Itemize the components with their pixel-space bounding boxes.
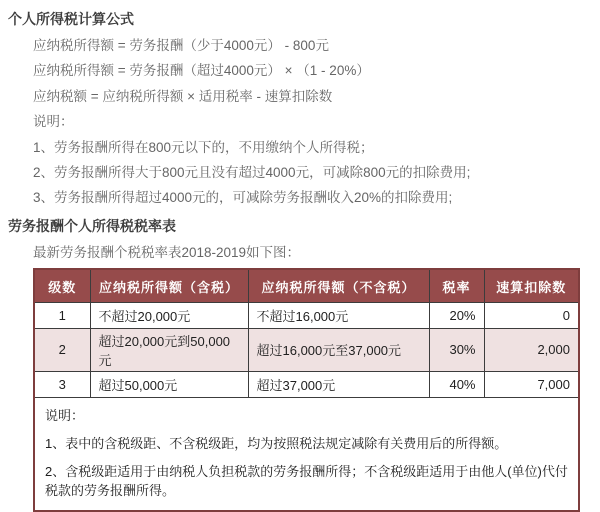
section1-body [33, 33, 590, 211]
table-row [34, 302, 579, 328]
formula-line-3: 应纳税额 = 应纳税所得额 × 适用税率 - 速算扣除数 [33, 88, 333, 104]
cell-quick-deduction: 0 [484, 302, 579, 328]
cell-quick-deduction: 7,000 [484, 371, 579, 397]
section1-note-2: 2、劳务报酬所得大于800元且没有超过4000元，可减除800元的扣除费用; [33, 165, 471, 181]
table-note-1: 1、表中的含税级距、不含税级距，均为按照税法规定减除有关费用后的所得额。 [45, 435, 508, 451]
cell-level: 1 [34, 302, 90, 328]
cell-taxable-incl: 不超过20,000元 [90, 302, 248, 328]
section2-title: 劳务报酬个人所得税税率表 [8, 217, 176, 234]
section2-body [33, 240, 590, 265]
cell-taxable-excl: 超过16,000元至37,000元 [248, 328, 429, 371]
cell-taxable-excl: 不超过16,000元 [248, 302, 429, 328]
tax-rate-table [33, 268, 580, 512]
cell-taxable-excl: 超过37,000元 [248, 371, 429, 397]
header-taxable-excl: 应纳税所得额（不含税） [248, 269, 429, 302]
header-quick-deduction: 速算扣除数 [484, 269, 579, 302]
table-note-label: 说明： [45, 407, 85, 423]
header-level: 级数 [34, 269, 90, 302]
cell-rate: 30% [429, 328, 484, 371]
section1-note-3: 3、劳务报酬所得超过4000元的，可减除劳务报酬收入20%的扣除费用; [33, 190, 453, 206]
formula-line-1: 应纳税所得额 = 劳务报酬（少于4000元） - 800元 [33, 38, 329, 53]
section1-title: 个人所得税计算公式 [8, 11, 134, 27]
section1-note-label: 说明： [33, 114, 74, 130]
cell-quick-deduction: 2,000 [484, 328, 579, 371]
cell-taxable-incl: 超过50,000元 [90, 371, 248, 397]
table-note-2: 2、含税级距适用于由纳税人负担税款的劳务报酬所得；不含税级距适用于由他人(单位)代付税款的劳务报酬所得。 [45, 463, 568, 498]
formula-line-2: 应纳税所得额 = 劳务报酬（超过4000元） × （1 - 20%） [33, 63, 370, 79]
header-taxable-incl: 应纳税所得额（含税） [90, 269, 248, 302]
section1-note-1: 1、劳务报酬所得在800元以下的，不用缴纳个人所得税； [33, 139, 374, 155]
table-notes-row [34, 397, 579, 511]
cell-rate: 20% [429, 302, 484, 328]
table-header-row [34, 269, 579, 302]
table-notes [34, 397, 579, 511]
header-rate: 税率 [429, 269, 484, 302]
cell-rate: 40% [429, 371, 484, 397]
table-row [34, 371, 579, 397]
cell-taxable-incl: 超过20,000元到50,000元 [90, 328, 248, 371]
table-caption: 最新劳务报酬个税税率表2018-2019如下图： [33, 244, 301, 260]
cell-level: 3 [34, 371, 90, 397]
cell-level: 2 [34, 328, 90, 371]
table-row [34, 328, 579, 371]
